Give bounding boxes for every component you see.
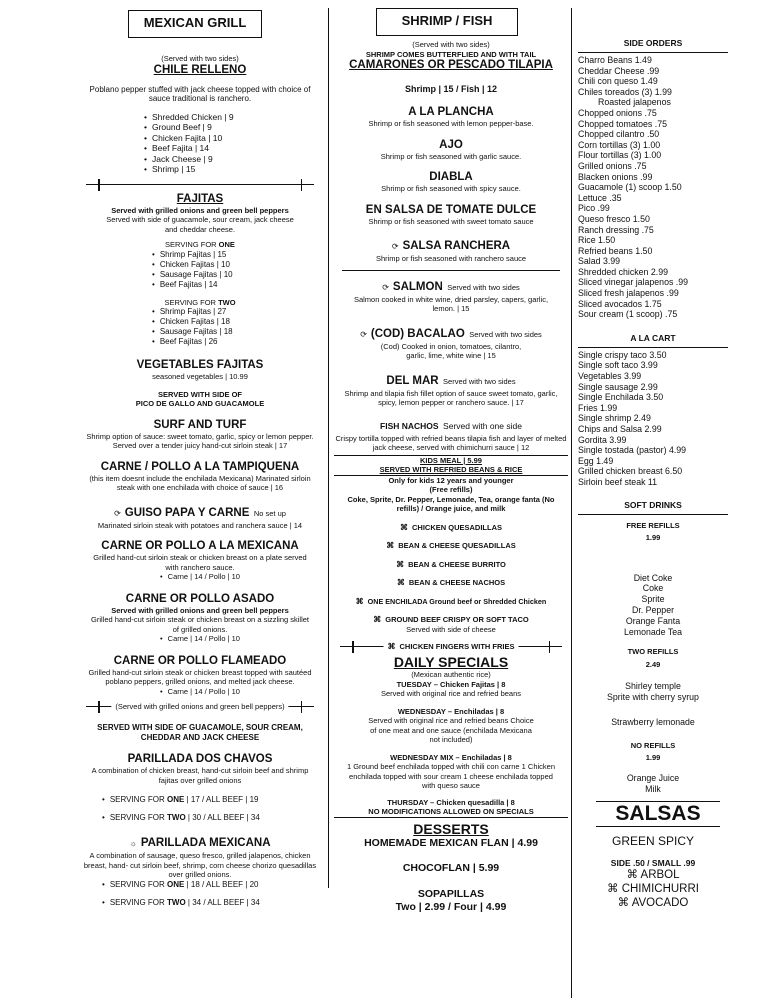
shrimp-fish-price: Shrimp | 15 / Fish | 12	[404, 84, 498, 94]
shrimp-fish-column	[334, 0, 568, 914]
nachos-heading: FISH NACHOS Served with one side	[380, 420, 522, 431]
surf-turf-title: SURF AND TURF	[153, 418, 247, 431]
new-item-icon: ⟳	[391, 242, 399, 251]
item-bullet-icon: ⌘	[387, 642, 396, 651]
list-item: Sirloin beef steak 11	[578, 476, 658, 487]
list-item: Flour tortillas (3) 1.00	[578, 150, 662, 161]
list-item: Charro Beans 1.49	[578, 55, 652, 65]
new-item-icon: ⟳	[114, 508, 121, 518]
veg-side-2: PICO DE GALLO AND GUACAMOLE	[135, 399, 265, 408]
list-item: Shredded chicken 2.99	[578, 266, 668, 277]
veg-side-1: SERVED WITH SIDE OF	[157, 389, 243, 399]
tomate-dulce-title: EN SALSA DE TOMATE DULCE	[365, 203, 537, 216]
list-item: Chopped cilantro .50	[578, 129, 660, 140]
wed-mix-special: WEDNESDAY MIX – Enchiladas | 8	[390, 752, 512, 762]
item-bullet-icon: ⌘	[386, 541, 395, 550]
daily-specials-title: DAILY SPECIALS	[393, 654, 509, 670]
list-item: Dr. Pepper	[631, 604, 675, 615]
list-item: • Shrimp Fajitas | 27	[152, 307, 320, 317]
list-item: • SERVING FOR ONE | 17 / ALL BEEF | 19	[102, 795, 320, 805]
list-item: Guacamole (1) scoop 1.50	[578, 182, 682, 193]
item-bullet-icon: ⌘	[396, 578, 405, 587]
free-refills-label: FREE REFILLS	[626, 520, 680, 530]
surf-turf-desc: Shrimp option of sauce: sweet tomato, garlic, spicy or lemon pepper. Served over a tender juicy hand-cut sirloin steak | 17	[86, 431, 314, 450]
side-orders-title: SIDE ORDERS	[623, 38, 683, 48]
kids-item: ⌘ BEAN & CHEESE BURRITO	[396, 559, 506, 569]
diabla-desc: Shrimp or fish seasoned with spicy sauce.	[381, 184, 521, 193]
pmex-prices	[102, 880, 320, 908]
salmon-heading: ⟳ SALMON Served with two sides	[382, 280, 520, 293]
flameado-price: • Carne | 14 / Pollo | 10	[80, 687, 320, 698]
list-item: Fries 1.99	[578, 402, 618, 413]
pmex-heading: ☼ PARILLADA MEXICANA	[129, 837, 271, 849]
kids-taco-note: Served with side of cheese	[406, 624, 496, 634]
ranchera-heading: ⟳ SALSA RANCHERA	[391, 240, 511, 252]
list-item: Roasted jalapenos	[598, 97, 671, 108]
chile-relleno-desc: Poblano pepper stuffed with jack cheese topped with choice of sauce traditional is ranchero.	[89, 84, 311, 103]
column-rule	[328, 8, 329, 888]
side-orders-list	[578, 55, 728, 320]
salsa-side-price: SIDE .50 / SMALL .99	[610, 857, 696, 868]
a-la-cart-title: A LA CART	[630, 332, 676, 343]
list-item: Gordita 3.99	[578, 434, 627, 445]
list-item: • Ground Beef | 9	[144, 122, 320, 133]
list-item: ⌘ ARBOL	[626, 868, 680, 881]
list-item: Diet Coke	[633, 572, 673, 583]
thursday-special: THURSDAY – Chicken quesadilla | 8	[387, 797, 515, 807]
kids-item: ⌘ GROUND BEEF CRISPY OR SOFT TACO	[373, 615, 529, 624]
column-rule	[571, 8, 572, 998]
list-item: Lettuce .35	[578, 192, 622, 203]
plancha-desc: Shrimp or fish seasoned with lemon pepper-base.	[368, 119, 534, 128]
list-item: Grilled chicken breast 6.50	[578, 466, 683, 477]
no-modifications: NO MODIFICATIONS ALLOWED ON SPECIALS	[334, 807, 568, 818]
no-refills-list	[578, 773, 728, 795]
list-item: Pico .99	[578, 203, 610, 214]
no-refills-price: 1.99	[645, 753, 661, 763]
kids-item: ⌘ CHICKEN QUESADILLAS	[399, 522, 502, 532]
sun-icon: ☼	[129, 839, 137, 848]
list-item: Egg 1.49	[578, 455, 614, 466]
sopapillas-item: SOPAPILLAS	[417, 887, 485, 900]
mexicana-title: CARNE OR POLLO A LA MEXICANA	[101, 540, 299, 552]
asado-sub: Served with grilled onions and green bell peppers	[111, 605, 289, 615]
flameado-desc: Grilled hand-cut sirloin steak or chicken breast topped with sautéed poblano peppers, grilled onions, and melted jack cheese.	[88, 667, 312, 686]
list-item: Chiles toreados (3) 1.99	[578, 86, 672, 97]
shrimp-fish-header: SHRIMP / FISH	[376, 8, 518, 36]
list-item: Milk	[645, 783, 661, 794]
list-item: • SERVING FOR ONE | 18 / ALL BEEF | 20	[102, 880, 320, 890]
list-item: Rice 1.50	[578, 235, 616, 246]
kids-meal-box	[334, 455, 568, 476]
list-item: • Sausage Fajitas | 10	[152, 270, 320, 280]
free-refills-list	[578, 573, 728, 638]
pmex-desc: A combination of sausage, queso fresco, grilled jalapenos, chicken breast, hand- cut sirloin beef, shrimp, corn cheese chorizo quesadillas over grilled onions.	[83, 851, 317, 879]
list-item: Sliced fresh jalapenos .99	[578, 288, 679, 299]
nachos-desc: Crispy tortilla topped with refried beans tilapia fish and layer of melted jack cheese, served with chimichurri sauce | 12	[335, 433, 567, 452]
ajo-title: AJO	[439, 138, 463, 151]
two-refills-price: 2.49	[645, 659, 661, 669]
shrimp-note-2: SHRIMP COMES BUTTERFLIED AND WITH TAIL	[365, 49, 537, 59]
kids-item: ⌘ BEAN & CHEESE NACHOS	[396, 578, 506, 587]
section-divider: (Served with grilled onions and green bell peppers)	[80, 701, 320, 713]
list-item: • Shredded Chicken | 9	[144, 112, 320, 123]
list-item: Refried beans 1.50	[578, 245, 653, 256]
ranchera-desc: Shrimp or fish seasoned with ranchero sauce	[375, 254, 527, 263]
item-bullet-icon: ⌘	[355, 596, 364, 606]
list-item: Chips and Salsa 2.99	[578, 424, 662, 434]
serving-one-label: SERVING FOR ONE	[165, 240, 235, 249]
divider	[578, 514, 728, 515]
item-bullet-icon: ⌘	[617, 896, 630, 909]
chile-options	[144, 112, 320, 175]
shrimp-note: (Served with two sides)	[412, 40, 490, 49]
item-bullet-icon: ⌘	[373, 615, 382, 624]
bacalao-desc: (Cod) Cooked in onion, tomatoes, cilantro, garlic, lime, white wine | 15	[380, 341, 522, 360]
list-item: Sliced avocados 1.75	[578, 298, 662, 309]
two-refills-label: TWO REFILLS	[627, 647, 679, 657]
guiso-desc: Marinated sirloin steak with potatoes and ranchera sauce | 14	[97, 520, 303, 530]
daily-sub: (Mexican authentic rice)	[411, 670, 491, 679]
divider	[578, 52, 728, 53]
list-item: Ranch dressing .75	[578, 224, 654, 235]
new-item-icon: ⟳	[360, 329, 367, 339]
list-item: Chili con queso 1.49	[578, 76, 658, 87]
list-item: • Shrimp Fajitas | 15	[152, 250, 320, 260]
list-item: • Jack Cheese | 9	[144, 154, 320, 165]
ajo-desc: Shrimp or fish seasoned with garlic sauce.	[380, 151, 522, 161]
list-item: Orange Juice	[626, 772, 680, 783]
list-item: Coke	[642, 583, 664, 594]
tampiquena-desc: (this item doesnt include the enchilada Mexicana) Marinated sirloin steak with one enchilada with choice of sauce | 16	[89, 473, 311, 492]
desserts-title: DESSERTS	[413, 820, 489, 837]
list-item: Single Enchilada 3.50	[578, 392, 664, 403]
plancha-title: A LA PLANCHA	[408, 106, 494, 118]
list-item: • Chicken Fajitas | 10	[152, 260, 320, 270]
green-spicy: GREEN SPICY	[611, 833, 695, 848]
list-item: ⌘ AVOCADO	[617, 896, 689, 909]
sides-column	[578, 0, 728, 910]
chocoflan-item: CHOCOFLAN | 5.99	[402, 861, 500, 874]
kids-meal-sub: SERVED WITH REFRIED BEANS & RICE	[379, 465, 523, 474]
veg-fajitas-desc: seasoned vegetables | 10.99	[152, 372, 248, 381]
kids-item: ⌘ ONE ENCHILADA Ground beef or Shredded Chicken	[355, 596, 547, 606]
list-item: Salad 3.99	[578, 256, 621, 267]
bacalao-heading: ⟳ (COD) BACALAO Served with two sides	[360, 327, 542, 340]
tuesday-desc: Served with original rice and refried beans	[380, 689, 522, 698]
soft-drinks-title: SOFT DRINKS	[624, 499, 682, 510]
guiso-heading: ⟳ GUISO PAPA Y CARNE No set up	[114, 506, 286, 519]
list-item: • Shrimp | 15	[144, 164, 320, 175]
veg-fajitas-title: VEGETABLES FAJITAS	[136, 359, 264, 371]
mexicana-desc: Grilled hand-cut sirloin steak or chicken breast on a plate served with ranchero sauce.	[93, 553, 307, 572]
delmar-desc: Shrimp and tilapia fish fillet option of sauce sweet tomato, garlic, spicy, lemon pepper or ranchero sauce. | 17	[344, 388, 558, 407]
list-item: Chopped onions .75	[578, 107, 657, 118]
list-item: Sour cream (1 scoop) .75	[578, 309, 678, 320]
new-item-icon: ⟳	[382, 282, 389, 292]
list-item: Grilled onions .75	[578, 160, 647, 171]
kids-drinks: Coke, Sprite, Dr. Pepper, Lemonade, Tea, orange fanta (No refills) / Orange juice, and milk	[347, 494, 555, 513]
divider	[578, 347, 728, 348]
serving-two-label: SERVING FOR TWO	[164, 297, 236, 307]
chile-relleno-title: CHILE RELLENO	[153, 63, 247, 76]
salsas-title: SALSAS	[596, 801, 720, 827]
list-item: • Chicken Fajita | 10	[144, 133, 320, 144]
asado-price: • Carne | 14 / Pollo | 10	[80, 634, 320, 645]
tomate-dulce-desc: Shrimp or fish seasoned with sweet tomato sauce	[368, 216, 534, 226]
list-item: Single crispy taco 3.50	[578, 349, 667, 360]
chile-note: (Served with two sides)	[161, 54, 239, 63]
fajitas-one-list	[152, 250, 320, 290]
dos-chavos-title: PARILLADA DOS CHAVOS	[127, 753, 273, 765]
fajitas-two-list	[152, 307, 320, 347]
list-item: Single shrimp 2.49	[578, 413, 651, 424]
list-item: Lemonade Tea	[623, 626, 683, 637]
section-divider	[334, 641, 568, 653]
kids-meal-title: KIDS MEAL | 5.99	[420, 455, 482, 465]
camarones-title: CAMARONES OR PESCADO TILAPIA	[349, 59, 553, 71]
list-item: • SERVING FOR TWO | 30 / ALL BEEF | 34	[102, 813, 320, 823]
divider	[342, 270, 560, 271]
free-refills-price: 1.99	[645, 533, 661, 543]
list-item: • Beef Fajita | 14	[144, 143, 320, 154]
flan-item: HOMEMADE MEXICAN FLAN | 4.99	[364, 836, 538, 849]
mexicana-price: • Carne | 14 / Pollo | 10	[80, 572, 320, 583]
no-refills-label: NO REFILLS	[630, 740, 676, 750]
mexican-grill-header: MEXICAN GRILL	[128, 10, 262, 38]
delmar-heading: DEL MAR Served with two sides	[386, 374, 516, 387]
list-item: Sliced vinegar jalapenos .99	[578, 277, 689, 288]
kids-meal-sub-2: Only for kids 12 years and younger	[388, 475, 514, 485]
item-bullet-icon: ⌘	[606, 882, 619, 895]
salsa-list	[578, 868, 728, 910]
list-item: • SERVING FOR TWO | 34 / ALL BEEF | 34	[102, 898, 320, 908]
fajitas-title: FAJITAS	[176, 192, 224, 205]
item-bullet-icon: ⌘	[396, 559, 405, 569]
sopapillas-price: Two | 2.99 / Four | 4.99	[395, 900, 507, 913]
fajitas-sub: Served with grilled onions and green bell peppers	[111, 205, 289, 215]
flameado-title: CARNE OR POLLO FLAMEADO	[113, 654, 287, 667]
two-refills-list	[578, 681, 728, 703]
dos-chavos-prices	[102, 795, 320, 823]
kids-refills: (Free refills)	[429, 485, 473, 494]
list-item: • Beef Fajitas | 14	[152, 280, 320, 290]
kids-fingers: ⌘ CHICKEN FINGERS WITH FRIES	[383, 641, 518, 652]
list-item: ⌘ CHIMICHURRI	[606, 882, 699, 895]
salmon-desc: Salmon cooked in white wine, dried parsley, capers, garlic, lemon. | 15	[353, 294, 549, 313]
list-item: Orange Fanta	[625, 615, 681, 626]
section-divider	[80, 179, 320, 191]
asado-title: CARNE OR POLLO ASADO	[125, 592, 275, 605]
wed-mix-desc: 1 Ground beef enchilada topped with chili con carne 1 Chicken enchilada topped with sour cream 1 cheese enchilada topped with queso sauce	[346, 762, 556, 790]
list-item: Corn tortillas (3) 1.00	[578, 139, 661, 150]
fajitas-desc: Served with side of guacamole, sour cream, jack cheese and cheddar cheese.	[106, 215, 294, 234]
list-item: Sprite with cherry syrup	[607, 692, 699, 703]
list-item: Vegetables 3.99	[578, 371, 642, 382]
list-item: Chopped tomatoes .75	[578, 118, 668, 129]
asado-desc: Grilled hand-cut sirloin steak or chicken breast on a sizzling skillet of grilled onions.	[90, 615, 309, 634]
parrillada-side-note: SERVED WITH SIDE OF GUACAMOLE, SOUR CREAM, CHEDDAR AND JACK CHEESE	[97, 723, 303, 742]
list-item: Cheddar Cheese .99	[578, 65, 660, 76]
list-item: Shirley temple	[625, 681, 681, 692]
strawberry-lemonade: Strawberry lemonade	[611, 716, 695, 727]
wednesday-special: WEDNESDAY – Enchiladas | 8	[397, 706, 505, 716]
a-la-cart-list	[578, 350, 728, 488]
tuesday-special: TUESDAY – Chicken Fajitas | 8	[396, 679, 506, 689]
list-item: Single sausage 2.99	[578, 381, 658, 392]
list-item: Blacken onions .99	[578, 171, 653, 182]
tampiquena-title: CARNE / POLLO A LA TAMPIQUENA	[100, 460, 300, 473]
list-item: • Beef Fajitas | 26	[152, 337, 320, 347]
item-bullet-icon: ⌘	[399, 522, 408, 532]
list-item: • Chicken Fajitas | 18	[152, 317, 320, 327]
list-item: • Sausage Fajitas | 18	[152, 327, 320, 337]
diabla-title: DIABLA	[429, 171, 473, 183]
wednesday-desc: Served with original rice and refried beans Choice of one meat and one sauce (enchilada Mexicana not included)	[368, 716, 534, 744]
list-item: Single soft taco 3.99	[578, 360, 658, 371]
dos-chavos-desc: A combination of chicken breast, hand-cut sirloin beef and shrimp fajitas over grilled onions	[91, 766, 309, 785]
item-bullet-icon: ⌘	[626, 868, 638, 881]
list-item: Queso fresco 1.50	[578, 213, 650, 224]
mexican-grill-column	[80, 0, 320, 908]
kids-item: ⌘ BEAN & CHEESE QUESADILLAS	[386, 541, 516, 550]
list-item: Sprite	[641, 594, 665, 605]
list-item: Single tostada (pastor) 4.99	[578, 445, 687, 456]
